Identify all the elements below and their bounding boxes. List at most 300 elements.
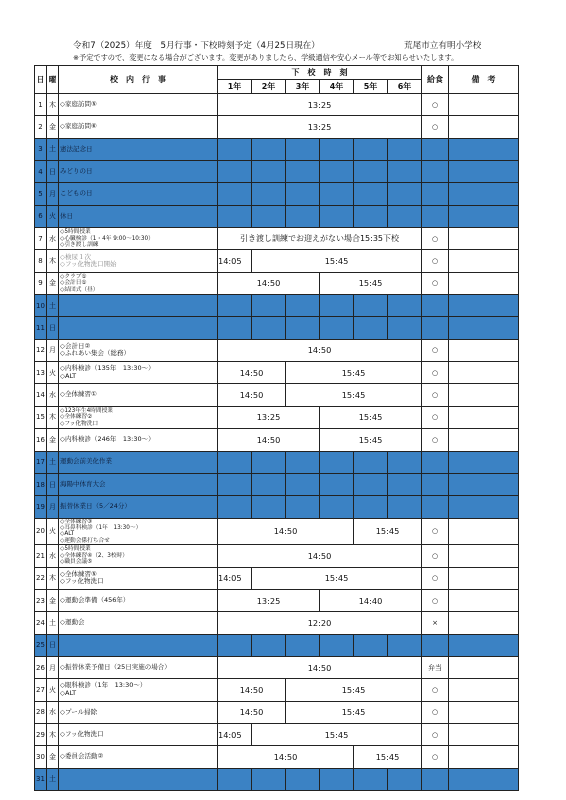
day-cell: 29 bbox=[35, 723, 47, 745]
lunch-cell: ○ bbox=[422, 362, 449, 384]
events-cell bbox=[59, 362, 218, 384]
time-cell bbox=[252, 138, 286, 160]
table-row bbox=[35, 339, 519, 361]
time-cell bbox=[388, 473, 422, 495]
dismissal-time-lower: 14:50 bbox=[218, 429, 320, 451]
day-cell: 20 bbox=[35, 518, 47, 545]
time-cell bbox=[354, 473, 388, 495]
time-cell bbox=[388, 205, 422, 227]
lunch-cell: ○ bbox=[422, 250, 449, 272]
time-cell bbox=[388, 138, 422, 160]
header-note: ※予定ですので、変更になる場合がございます。変更がありましたら、学級通信や安心メール等でお知らせいたします。 bbox=[73, 53, 459, 62]
remarks-cell bbox=[449, 272, 519, 294]
events-cell bbox=[59, 701, 218, 723]
event-item: ◇5時間授業 bbox=[60, 229, 91, 236]
day-cell: 9 bbox=[35, 272, 47, 294]
weekday-cell: 水 bbox=[47, 384, 59, 406]
table-row bbox=[35, 679, 519, 701]
event-item: ◇ALT bbox=[60, 688, 77, 697]
remarks-cell bbox=[449, 250, 519, 272]
weekday-cell: 土 bbox=[47, 768, 59, 790]
lunch-cell: ○ bbox=[422, 272, 449, 294]
events-cell bbox=[59, 612, 218, 634]
event-item: ◇ALT bbox=[60, 371, 77, 380]
dismissal-time-lower: 14:05 bbox=[218, 567, 252, 589]
col-remarks-header: 備 考 bbox=[449, 66, 519, 94]
lunch-cell: ○ bbox=[422, 429, 449, 451]
table-row bbox=[35, 634, 519, 656]
time-cell bbox=[286, 183, 320, 205]
lunch-cell bbox=[422, 183, 449, 205]
day-cell: 18 bbox=[35, 473, 47, 495]
time-cell bbox=[252, 473, 286, 495]
time-cell bbox=[320, 205, 354, 227]
lunch-cell: ○ bbox=[422, 339, 449, 361]
table-row bbox=[35, 116, 519, 138]
day-cell: 24 bbox=[35, 612, 47, 634]
weekday-cell: 水 bbox=[47, 701, 59, 723]
weekday-cell: 火 bbox=[47, 205, 59, 227]
table-row bbox=[35, 362, 519, 384]
time-cell bbox=[218, 768, 252, 790]
event-item: ◇家庭訪問⑥ bbox=[60, 122, 97, 131]
remarks-cell bbox=[449, 451, 519, 473]
time-cell bbox=[218, 295, 252, 317]
day-cell: 27 bbox=[35, 679, 47, 701]
day-cell: 12 bbox=[35, 339, 47, 361]
day-cell: 10 bbox=[35, 295, 47, 317]
event-item: ◇家庭訪問⑤ bbox=[60, 99, 97, 108]
events-cell bbox=[59, 451, 218, 473]
event-item: ◇5時間授業 bbox=[60, 546, 91, 553]
events-cell bbox=[59, 317, 218, 339]
table-row bbox=[35, 612, 519, 634]
lunch-cell: ○ bbox=[422, 94, 449, 116]
events-cell bbox=[59, 567, 218, 589]
time-cell bbox=[252, 295, 286, 317]
time-cell bbox=[218, 473, 252, 495]
day-cell: 23 bbox=[35, 589, 47, 611]
day-cell: 25 bbox=[35, 634, 47, 656]
table-row bbox=[35, 183, 519, 205]
event-item: ◇運動会 bbox=[60, 618, 85, 627]
remarks-cell bbox=[449, 567, 519, 589]
schedule-table bbox=[34, 65, 519, 791]
lunch-cell bbox=[422, 138, 449, 160]
day-cell: 3 bbox=[35, 138, 47, 160]
events-cell bbox=[59, 406, 218, 428]
grade-header: 1年 bbox=[218, 80, 252, 94]
events-cell bbox=[59, 429, 218, 451]
event-item: 振替休業日（5／24分） bbox=[60, 502, 131, 511]
event-item: ◇ふれあい集会（総務） bbox=[60, 349, 130, 358]
time-cell bbox=[286, 451, 320, 473]
dismissal-time-upper: 15:45 bbox=[286, 701, 422, 723]
time-cell bbox=[286, 295, 320, 317]
dismissal-time-lower: 14:50 bbox=[218, 518, 354, 545]
time-cell bbox=[218, 138, 252, 160]
lunch-cell bbox=[422, 473, 449, 495]
dismissal-time: 14:50 bbox=[218, 545, 422, 567]
school-name: 荒尾市立有明小学校 bbox=[404, 41, 482, 51]
event-item: ◇眼科検診（1年 13:30～） bbox=[60, 681, 147, 690]
dismissal-time-lower: 14:50 bbox=[218, 701, 286, 723]
day-cell: 14 bbox=[35, 384, 47, 406]
weekday-cell: 土 bbox=[47, 451, 59, 473]
event-item: ◇全体練習② bbox=[60, 414, 93, 421]
event-item: ◇振替休業予備日（25日実施の場合） bbox=[60, 662, 171, 671]
lunch-cell: ○ bbox=[422, 746, 449, 768]
table-row bbox=[35, 656, 519, 678]
dismissal-time-upper: 14:40 bbox=[320, 589, 422, 611]
events-cell bbox=[59, 205, 218, 227]
remarks-cell bbox=[449, 518, 519, 545]
weekday-cell: 土 bbox=[47, 612, 59, 634]
day-cell: 17 bbox=[35, 451, 47, 473]
events-cell bbox=[59, 589, 218, 611]
weekday-cell: 金 bbox=[47, 589, 59, 611]
table-row bbox=[35, 701, 519, 723]
day-cell: 19 bbox=[35, 496, 47, 518]
day-cell: 13 bbox=[35, 362, 47, 384]
col-dismissal-header: 下 校 時 刻 bbox=[218, 66, 422, 80]
events-cell bbox=[59, 656, 218, 678]
events-cell bbox=[59, 634, 218, 656]
day-cell: 6 bbox=[35, 205, 47, 227]
table-row bbox=[35, 272, 519, 294]
time-cell bbox=[320, 634, 354, 656]
event-item: みどりの日 bbox=[60, 167, 93, 175]
time-cell bbox=[354, 205, 388, 227]
weekday-cell: 水 bbox=[47, 228, 59, 250]
events-cell bbox=[59, 384, 218, 406]
weekday-cell: 日 bbox=[47, 634, 59, 656]
remarks-cell bbox=[449, 183, 519, 205]
lunch-cell: ○ bbox=[422, 723, 449, 745]
time-cell bbox=[320, 138, 354, 160]
time-cell bbox=[252, 634, 286, 656]
event-item: ◇全体練習④（2、3校時） bbox=[60, 552, 128, 559]
lunch-cell: ○ bbox=[422, 116, 449, 138]
weekday-cell: 火 bbox=[47, 362, 59, 384]
events-cell bbox=[59, 116, 218, 138]
weekday-cell: 金 bbox=[47, 746, 59, 768]
remarks-cell bbox=[449, 473, 519, 495]
table-row bbox=[35, 228, 519, 250]
remarks-cell bbox=[449, 679, 519, 701]
dismissal-time: 13:25 bbox=[218, 116, 422, 138]
time-cell bbox=[320, 451, 354, 473]
lunch-cell: ○ bbox=[422, 228, 449, 250]
lunch-cell: ○ bbox=[422, 545, 449, 567]
events-cell bbox=[59, 723, 218, 745]
remarks-cell bbox=[449, 295, 519, 317]
event-item: ◇検尿１次 bbox=[60, 252, 91, 261]
remarks-cell bbox=[449, 612, 519, 634]
table-row bbox=[35, 406, 519, 428]
table-row bbox=[35, 545, 519, 567]
lunch-cell: ○ bbox=[422, 701, 449, 723]
events-cell bbox=[59, 161, 218, 183]
event-item: ◇内科検診（135年 13:30～） bbox=[60, 364, 155, 373]
grade-header: 6年 bbox=[388, 80, 422, 94]
time-cell bbox=[286, 205, 320, 227]
events-cell bbox=[59, 183, 218, 205]
lunch-cell: 弁当 bbox=[422, 656, 449, 678]
table-row bbox=[35, 384, 519, 406]
remarks-cell bbox=[449, 94, 519, 116]
day-cell: 11 bbox=[35, 317, 47, 339]
dismissal-time: 13:25 bbox=[218, 94, 422, 116]
table-row bbox=[35, 429, 519, 451]
weekday-cell: 木 bbox=[47, 94, 59, 116]
event-item: 休日 bbox=[60, 211, 73, 220]
time-cell bbox=[320, 496, 354, 518]
dismissal-time-upper: 15:45 bbox=[252, 723, 422, 745]
grade-header: 4年 bbox=[320, 80, 354, 94]
time-cell bbox=[218, 161, 252, 183]
time-cell bbox=[388, 451, 422, 473]
events-cell bbox=[59, 250, 218, 272]
event-item: 運動会前美化作業 bbox=[60, 457, 112, 466]
dismissal-time-upper: 15:45 bbox=[354, 746, 422, 768]
header-row-1 bbox=[35, 66, 519, 80]
time-cell bbox=[218, 317, 252, 339]
time-cell bbox=[286, 138, 320, 160]
weekday-cell: 火 bbox=[47, 518, 59, 545]
events-cell bbox=[59, 295, 218, 317]
event-item: ◇プール掃除 bbox=[60, 707, 98, 716]
lunch-cell: ○ bbox=[422, 518, 449, 545]
dismissal-time-lower: 14:50 bbox=[218, 272, 320, 294]
time-cell bbox=[286, 317, 320, 339]
day-cell: 21 bbox=[35, 545, 47, 567]
col-events-header: 校 内 行 事 bbox=[59, 66, 218, 94]
event-item: ◇内科検診（246年 13:30～） bbox=[60, 435, 155, 444]
table-row bbox=[35, 94, 519, 116]
events-cell bbox=[59, 746, 218, 768]
time-cell bbox=[252, 161, 286, 183]
weekday-cell: 金 bbox=[47, 116, 59, 138]
remarks-cell bbox=[449, 656, 519, 678]
weekday-cell: 月 bbox=[47, 183, 59, 205]
day-cell: 15 bbox=[35, 406, 47, 428]
event-item: ◇会計日② bbox=[60, 342, 91, 351]
remarks-cell bbox=[449, 138, 519, 160]
weekday-cell: 木 bbox=[47, 250, 59, 272]
dismissal-time-lower: 13:25 bbox=[218, 589, 320, 611]
event-item: ◇引き渡し訓練 bbox=[60, 241, 99, 248]
weekday-cell: 火 bbox=[47, 679, 59, 701]
remarks-cell bbox=[449, 746, 519, 768]
weekday-cell: 月 bbox=[47, 339, 59, 361]
time-cell bbox=[252, 317, 286, 339]
day-cell: 7 bbox=[35, 228, 47, 250]
event-item: 憲法記念日 bbox=[60, 144, 93, 153]
weekday-cell: 土 bbox=[47, 295, 59, 317]
dismissal-time-upper: 15:45 bbox=[286, 362, 422, 384]
time-cell bbox=[388, 161, 422, 183]
lunch-cell bbox=[422, 295, 449, 317]
time-cell bbox=[388, 768, 422, 790]
event-item: 海陽中体育大会 bbox=[60, 479, 106, 488]
dismissal-time: 14:50 bbox=[218, 656, 422, 678]
remarks-cell bbox=[449, 768, 519, 790]
time-cell bbox=[252, 205, 286, 227]
event-item: ◇結団式（昼） bbox=[60, 286, 99, 293]
time-cell bbox=[252, 183, 286, 205]
grade-header: 5年 bbox=[354, 80, 388, 94]
dismissal-time-upper: 15:45 bbox=[354, 518, 422, 545]
lunch-cell bbox=[422, 634, 449, 656]
lunch-cell bbox=[422, 496, 449, 518]
time-cell bbox=[286, 473, 320, 495]
time-cell bbox=[388, 496, 422, 518]
time-cell bbox=[320, 183, 354, 205]
time-cell bbox=[320, 317, 354, 339]
time-cell bbox=[354, 295, 388, 317]
remarks-cell bbox=[449, 701, 519, 723]
remarks-cell bbox=[449, 589, 519, 611]
lunch-cell: ○ bbox=[422, 589, 449, 611]
day-cell: 16 bbox=[35, 429, 47, 451]
weekday-cell: 金 bbox=[47, 429, 59, 451]
events-cell bbox=[59, 272, 218, 294]
table-row bbox=[35, 567, 519, 589]
time-cell bbox=[286, 496, 320, 518]
lunch-cell: × bbox=[422, 612, 449, 634]
dismissal-time-lower: 14:50 bbox=[218, 679, 286, 701]
table-row bbox=[35, 295, 519, 317]
remarks-cell bbox=[449, 384, 519, 406]
table-row bbox=[35, 496, 519, 518]
event-item: ◇全体練習⑤ bbox=[60, 569, 97, 578]
day-cell: 22 bbox=[35, 567, 47, 589]
time-cell bbox=[354, 634, 388, 656]
dismissal-note: 引き渡し訓練でお迎えがない場合15:35下校 bbox=[218, 228, 422, 250]
day-cell: 8 bbox=[35, 250, 47, 272]
events-cell bbox=[59, 228, 218, 250]
weekday-cell: 水 bbox=[47, 545, 59, 567]
time-cell bbox=[354, 183, 388, 205]
remarks-cell bbox=[449, 545, 519, 567]
events-cell bbox=[59, 473, 218, 495]
event-item: ◇委員会活動② bbox=[60, 752, 104, 761]
dismissal-time-lower: 14:05 bbox=[218, 723, 252, 745]
time-cell bbox=[218, 634, 252, 656]
lunch-cell: ○ bbox=[422, 567, 449, 589]
remarks-cell bbox=[449, 161, 519, 183]
time-cell bbox=[252, 451, 286, 473]
lunch-cell: ○ bbox=[422, 679, 449, 701]
table-row bbox=[35, 451, 519, 473]
table-row bbox=[35, 589, 519, 611]
remarks-cell bbox=[449, 429, 519, 451]
events-cell bbox=[59, 138, 218, 160]
weekday-cell: 金 bbox=[47, 272, 59, 294]
lunch-cell bbox=[422, 205, 449, 227]
dismissal-time-lower: 14:50 bbox=[218, 384, 286, 406]
lunch-cell bbox=[422, 317, 449, 339]
remarks-cell bbox=[449, 362, 519, 384]
event-item: ◇フッ化物洗口開始 bbox=[60, 260, 117, 269]
time-cell bbox=[218, 451, 252, 473]
dismissal-time-upper: 15:45 bbox=[320, 406, 422, 428]
dismissal-time-upper: 15:45 bbox=[286, 384, 422, 406]
day-cell: 5 bbox=[35, 183, 47, 205]
remarks-cell bbox=[449, 339, 519, 361]
lunch-cell: ○ bbox=[422, 406, 449, 428]
time-cell bbox=[388, 183, 422, 205]
time-cell bbox=[252, 496, 286, 518]
table-row bbox=[35, 317, 519, 339]
time-cell bbox=[286, 634, 320, 656]
time-cell bbox=[388, 634, 422, 656]
weekday-cell: 木 bbox=[47, 567, 59, 589]
document-title: 令和7（2025）年度 5月行事・下校時刻予定（4月25日現在） bbox=[73, 41, 320, 51]
dismissal-time-upper: 15:45 bbox=[252, 250, 422, 272]
dismissal-time: 12:20 bbox=[218, 612, 422, 634]
event-item: ◇フッ化物洗口 bbox=[60, 729, 104, 738]
event-item: ◇全体練習① bbox=[60, 390, 97, 399]
time-cell bbox=[354, 138, 388, 160]
table-row bbox=[35, 205, 519, 227]
day-cell: 4 bbox=[35, 161, 47, 183]
time-cell bbox=[388, 295, 422, 317]
event-item: ◇全体練習③ bbox=[60, 518, 93, 525]
weekday-cell: 日 bbox=[47, 473, 59, 495]
time-cell bbox=[320, 768, 354, 790]
time-cell bbox=[354, 317, 388, 339]
table-row bbox=[35, 138, 519, 160]
day-cell: 31 bbox=[35, 768, 47, 790]
time-cell bbox=[218, 496, 252, 518]
remarks-cell bbox=[449, 205, 519, 227]
col-day-header: 日 bbox=[35, 66, 47, 94]
remarks-cell bbox=[449, 496, 519, 518]
weekday-cell: 月 bbox=[47, 496, 59, 518]
events-cell bbox=[59, 339, 218, 361]
time-cell bbox=[252, 768, 286, 790]
weekday-cell: 日 bbox=[47, 161, 59, 183]
event-item: ◇会計日① bbox=[60, 280, 87, 287]
col-weekday-header: 曜 bbox=[47, 66, 59, 94]
dismissal-time-upper: 15:45 bbox=[252, 567, 422, 589]
event-item: ◇運動会係打ち合せ bbox=[60, 537, 110, 544]
events-cell bbox=[59, 518, 218, 545]
table-row bbox=[35, 250, 519, 272]
grade-header: 2年 bbox=[252, 80, 286, 94]
table-row bbox=[35, 473, 519, 495]
dismissal-time-lower: 13:25 bbox=[218, 406, 320, 428]
table-row bbox=[35, 746, 519, 768]
weekday-cell: 木 bbox=[47, 723, 59, 745]
day-cell: 30 bbox=[35, 746, 47, 768]
events-cell bbox=[59, 496, 218, 518]
remarks-cell bbox=[449, 634, 519, 656]
event-item: ◇フッ化物洗口 bbox=[60, 577, 104, 586]
event-item: ◇フッ化物洗口 bbox=[60, 420, 99, 427]
grade-header: 3年 bbox=[286, 80, 320, 94]
event-item: ◇職員会議⑤ bbox=[60, 559, 93, 566]
events-cell bbox=[59, 768, 218, 790]
lunch-cell bbox=[422, 161, 449, 183]
weekday-cell: 土 bbox=[47, 138, 59, 160]
time-cell bbox=[320, 161, 354, 183]
table-row bbox=[35, 518, 519, 545]
time-cell bbox=[218, 183, 252, 205]
time-cell bbox=[320, 295, 354, 317]
